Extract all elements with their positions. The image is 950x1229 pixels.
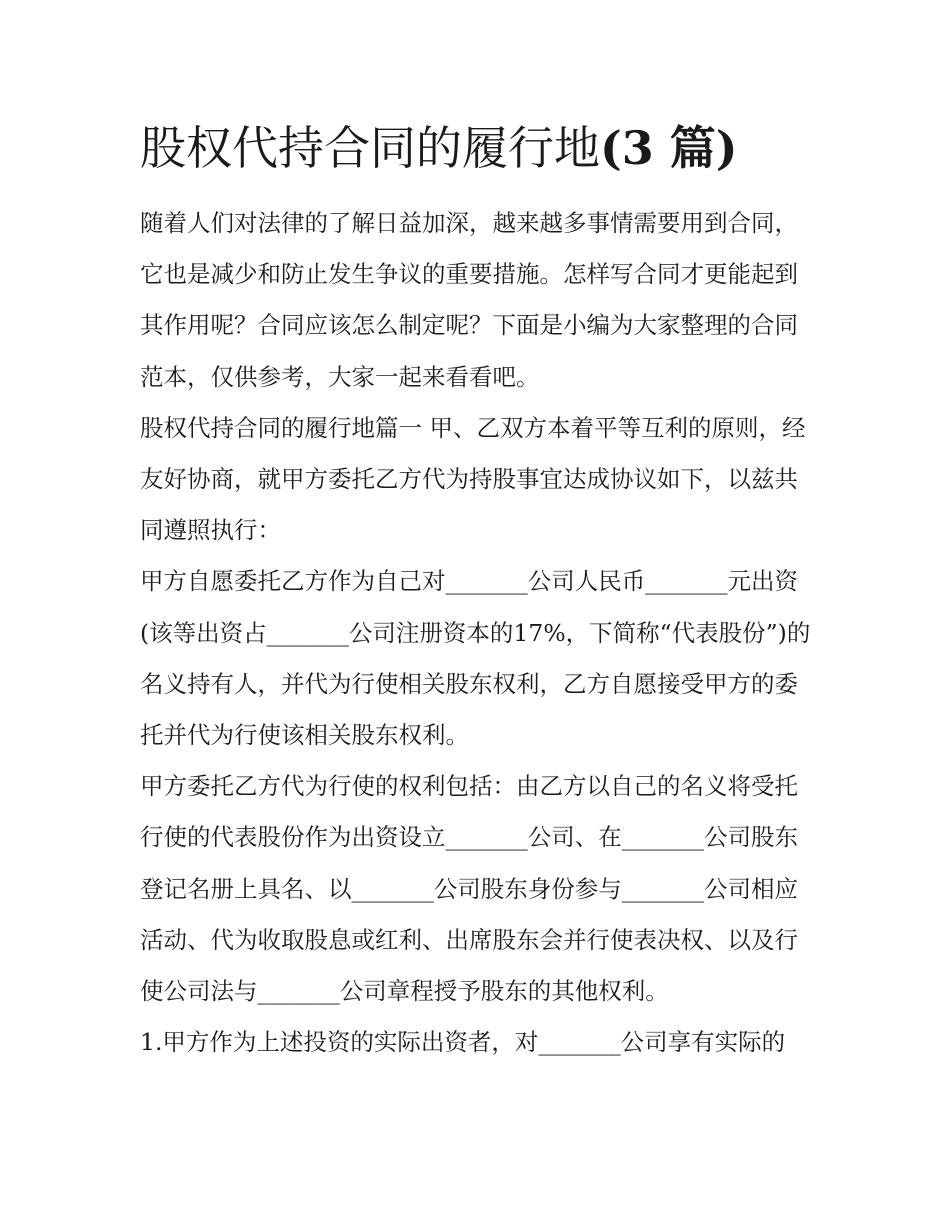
paragraph-clause-1: 1.甲方作为上述投资的实际出资者，对_______公司享有实际的 <box>140 1028 786 1057</box>
paragraph-intro: 随着人们对法律的了解日益加深，越来越多事情需要用到合同，它也是减少和防止发生争议的重要措施。怎样写合同才更能起到其作用呢？合同应该怎么制定呢？下面是小编为大家整理的合同范本，仅供参考，大家一起来看看吧。 <box>140 209 798 391</box>
paragraph-section-one: 股权代持合同的履行地篇一 甲、乙双方本着平等互利的原则，经友好协商，就甲方委托乙方代为持股事宜达成协议如下，以兹共同遵照执行： <box>140 413 806 545</box>
paragraph-rights: 甲方委托乙方代为行使的权利包括：由乙方以自己的名义将受托行使的代表股份作为出资设立_______公司、在_______公司股东登记名册上具名、以_______公司股东身份参与_______公司相应活动、代为收取股息或红利、出席股东会并行使表决权、以及行使公司法与_______公司章程授予股东的其他权利。 <box>140 772 798 1006</box>
title-count: (3 篇) <box>600 121 738 175</box>
paragraph-entrustment: 甲方自愿委托乙方作为自己对_______公司人民币_______元出资(该等出资占_______公司注册资本的17%，下简称“代表股份”)的名义持有人，并代为行使相关股东权利，乙方自愿接受甲方的委托并代为行使该相关股东权利。 <box>140 567 811 750</box>
document-title <box>140 118 840 178</box>
title-text: 股权代持合同的履行地 <box>140 121 600 175</box>
document-body <box>140 198 812 1068</box>
